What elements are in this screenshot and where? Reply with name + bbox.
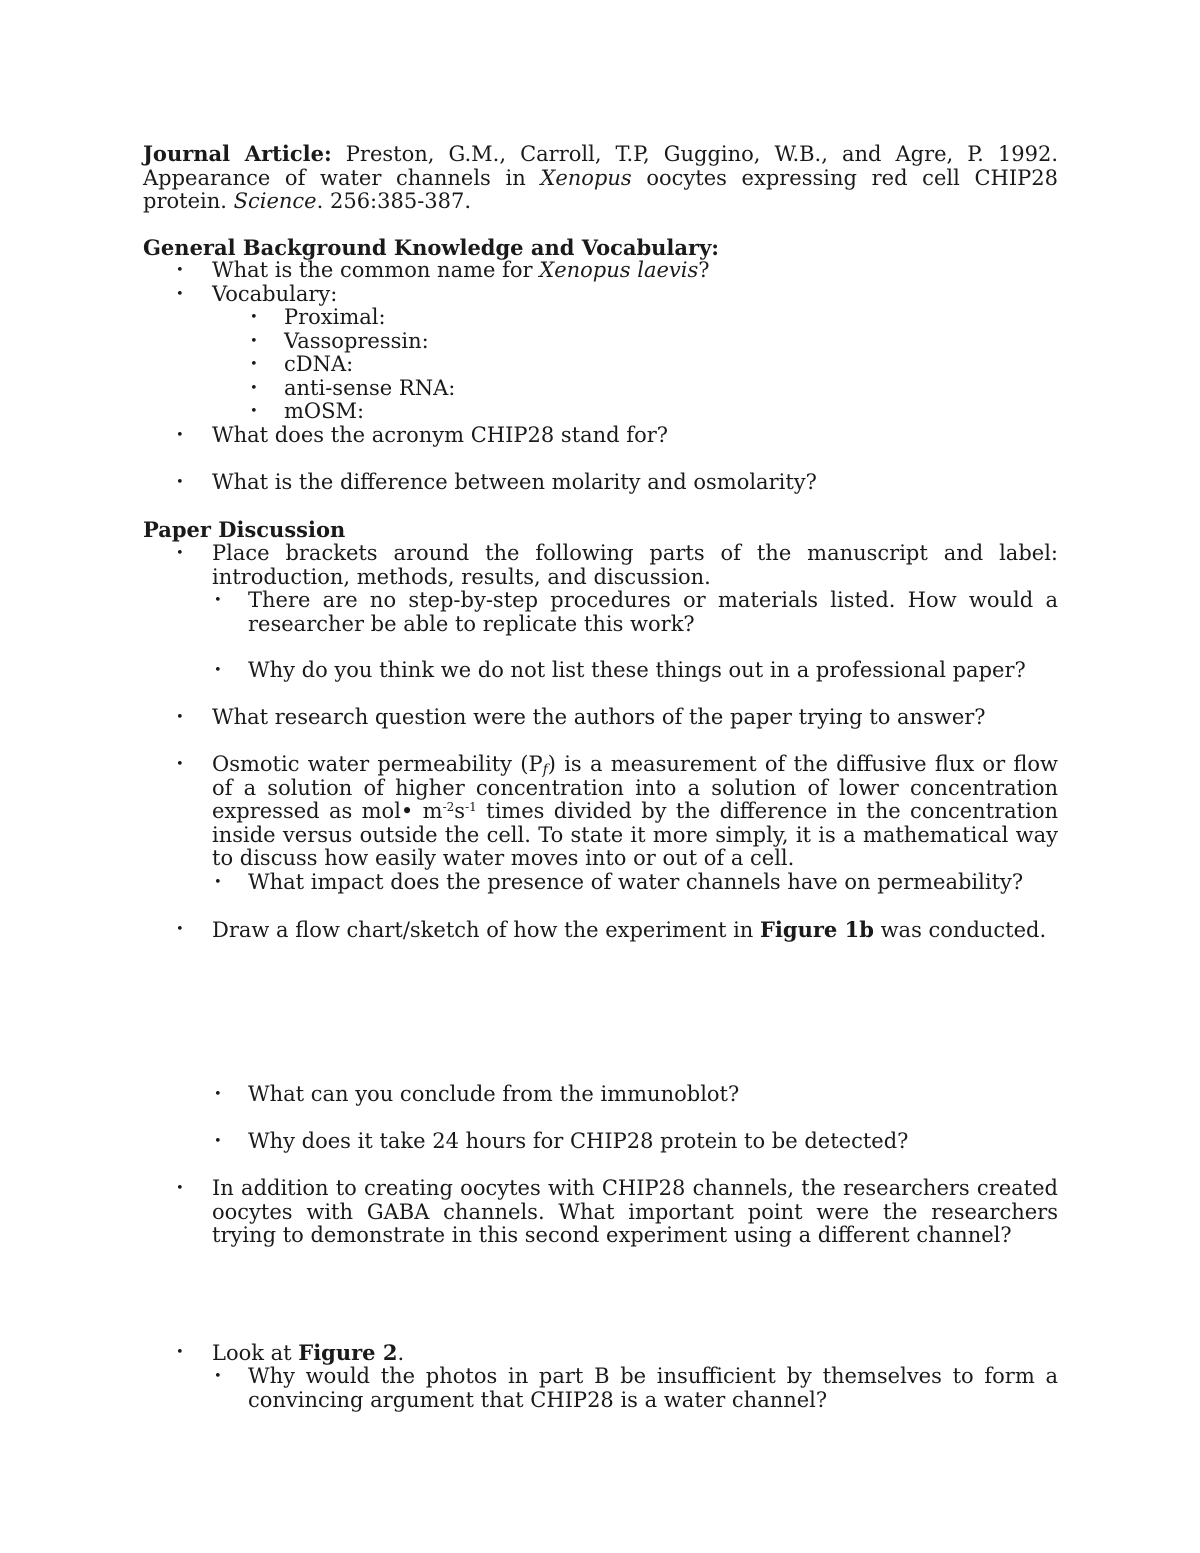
question-common-name-end: ? xyxy=(698,258,710,282)
citation-journal: Science xyxy=(233,189,317,213)
question-why-not-list: Why do you think we do not list these things out in a professional paper? xyxy=(248,658,1026,682)
question-brackets: Place brackets around the following parts of the manuscript and label: introduction, methods, results, and discussion. xyxy=(212,541,1058,589)
question-impact: What impact does the presence of water channels have on permeability? xyxy=(248,870,1024,894)
question-immunoblot: What can you conclude from the immunoblot? xyxy=(248,1082,740,1106)
question-acronym: What does the acronym CHIP28 stand for? xyxy=(212,423,669,447)
permeability-text-d: times divided by the difference in the concentration inside versus outside the cell. To state it more simply, it is a mathematical way to discuss how easily water moves into or out of a cell. xyxy=(212,799,1058,870)
question-common-name-text: What is the common name for xyxy=(212,258,533,282)
bullet-icon: • xyxy=(250,381,258,396)
figure-2-reference: Figure 2 xyxy=(298,1340,398,1365)
look-at-text: Look at xyxy=(212,1341,292,1365)
question-flow-chart xyxy=(212,918,1046,943)
permeability-subscript: f xyxy=(542,762,548,778)
permeability-superscript-2: -1 xyxy=(465,800,477,814)
bullet-icon: • xyxy=(176,428,184,443)
permeability-text-c: s xyxy=(454,799,466,823)
vocab-item-proximal: Proximal: xyxy=(284,305,386,329)
figure-1b-reference: Figure 1b xyxy=(760,917,874,942)
bullet-icon: • xyxy=(214,1087,222,1102)
look-at-end: . xyxy=(397,1341,405,1365)
question-24-hours: Why does it take 24 hours for CHIP28 protein to be detected? xyxy=(248,1129,909,1153)
permeability-text-a: Osmotic water permeability (P xyxy=(212,752,543,776)
vocab-item-antisense-rna: anti-sense RNA: xyxy=(284,376,456,400)
discussion-heading: Paper Discussion xyxy=(143,517,346,542)
question-flow-chart-end: was conducted. xyxy=(880,918,1047,942)
question-gaba: In addition to creating oocytes with CHIP28 channels, the researchers created oocytes with GABA channels. What important point were the researchers trying to demonstrate in this second experiment using a different channel? xyxy=(212,1176,1058,1247)
bullet-icon: • xyxy=(214,875,222,890)
bullet-icon: • xyxy=(214,1369,222,1384)
bullet-icon: • xyxy=(176,546,184,561)
question-research-question: What research question were the authors of the paper trying to answer? xyxy=(212,705,986,729)
bullet-icon: • xyxy=(176,287,184,302)
vocab-item-cdna: cDNA: xyxy=(284,352,354,376)
bullet-icon: • xyxy=(214,1134,222,1149)
question-replicate: There are no step-by-step procedures or materials listed. How would a researcher be able to replicate this work? xyxy=(248,588,1058,636)
citation-title-a: Appearance of water channels in xyxy=(143,165,526,190)
bullet-icon: • xyxy=(176,475,184,490)
look-at-figure-2 xyxy=(212,1341,404,1366)
bullet-icon: • xyxy=(214,663,222,678)
question-photos: Why would the photos in part B be insufficient by themselves to form a convincing argument that CHIP28 is a water channel? xyxy=(248,1364,1058,1412)
citation-paragraph xyxy=(143,142,1058,214)
question-common-name-species: Xenopus laevis xyxy=(539,258,699,282)
permeability-paragraph xyxy=(212,753,1058,871)
bullet-icon: • xyxy=(176,922,184,937)
bullet-icon: • xyxy=(250,310,258,325)
bullet-icon: • xyxy=(176,1345,184,1360)
vocabulary-label: Vocabulary: xyxy=(212,282,338,306)
vocab-item-mosm: mOSM: xyxy=(284,399,365,423)
vocab-item-vassopressin: Vassopressin: xyxy=(284,329,429,353)
bullet-icon: • xyxy=(214,593,222,608)
bullet-icon: • xyxy=(250,334,258,349)
bullet-icon: • xyxy=(250,404,258,419)
question-common-name xyxy=(212,259,710,283)
permeability-superscript-1: -2 xyxy=(442,800,455,814)
bullet-icon: • xyxy=(176,710,184,725)
citation-genus: Xenopus xyxy=(540,165,632,190)
citation-pages: . 256:385-387. xyxy=(316,189,472,213)
bullet-icon: • xyxy=(176,757,184,772)
bullet-icon: • xyxy=(250,357,258,372)
bullet-icon: • xyxy=(176,263,184,278)
question-molarity: What is the difference between molarity and osmolarity? xyxy=(212,470,817,494)
question-flow-chart-text: Draw a flow chart/sketch of how the experiment in xyxy=(212,918,754,942)
citation-label: Journal Article: xyxy=(143,141,332,166)
citation-title-b: oocytes expressing red cell CHIP28 protein. xyxy=(143,165,1058,213)
permeability-text-b: ) is a measurement of the diffusive flux or flow of a solution of higher concentration into a solution of lower concentration expressed as mol• m xyxy=(212,752,1058,823)
background-heading: General Background Knowledge and Vocabulary: xyxy=(143,235,720,260)
citation-authors: Preston, G.M., Carroll, T.P, Guggino, W.B., and Agre, P. 1992. xyxy=(345,142,1058,166)
bullet-icon: • xyxy=(176,1181,184,1196)
